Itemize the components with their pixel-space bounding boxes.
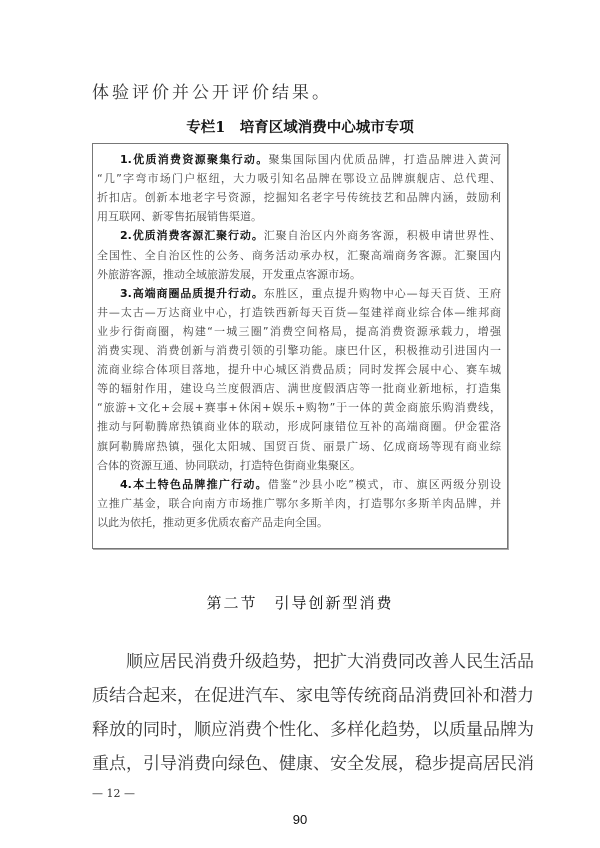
box-line xyxy=(97,265,501,284)
box-line xyxy=(120,150,501,169)
box-item-heading: 3.高端商圈品质提升行动。 xyxy=(120,286,264,300)
box-line-text: 旗阿勒腾席热镇，强化太阳城、国贸百货、丽景广场、亿成商场等现有商业综 xyxy=(97,439,501,453)
box-line xyxy=(97,437,501,456)
box-line-text: 合体的资源互通、协同联动，打造特色街商业集聚区。 xyxy=(97,458,361,472)
box-line xyxy=(97,417,501,436)
box-line xyxy=(97,398,501,417)
box-line xyxy=(97,456,501,475)
feature-box xyxy=(92,143,508,549)
box-line xyxy=(97,379,501,398)
box-line-text: 借鉴“沙县小吃”模式，市、旗区两级分别设 xyxy=(267,477,501,491)
box-line xyxy=(97,207,501,226)
box-line xyxy=(97,513,501,532)
box-line xyxy=(97,360,501,379)
box-line xyxy=(97,246,501,265)
box-line-text: 井—太古—万达商业中心，打造铁西新每天百货—玺建祥商业综合体—维邦商 xyxy=(97,305,501,319)
box-line-text: 用互联网、新零售拓展销售渠道。 xyxy=(97,210,262,224)
box-line-text: 汇聚自治区内外商务客源，积极申请世界性、 xyxy=(263,229,501,243)
box-line-text: 以此为依托，推动更多优质农畜产品走向全国。 xyxy=(97,515,328,529)
box-line-text: 推动与阿勒腾席热镇商业体的联动，形成阿康错位互补的高端商圈。伊金霍洛 xyxy=(97,420,501,434)
footer-page-label: — 12 — xyxy=(92,787,135,800)
box-line-text: “旅游+文化+会展+赛事+休闲+娱乐+购物”于一体的黄金商旅乐购消费线， xyxy=(97,401,501,415)
box-line xyxy=(97,341,501,360)
box-line xyxy=(97,188,501,207)
box-line-text: 折扣店。创新本地老字号资源，挖掘知名老字号传统技艺和品牌内涵，鼓励利 xyxy=(97,191,501,205)
box-line xyxy=(120,284,501,303)
box-line-text: 全国性、全自治区性的公务、商务活动承办权，汇聚高端商务客源。汇聚国内 xyxy=(97,248,501,262)
box-line-text: 等的辐射作用，建设乌兰度假酒店、满世度假酒店等一批商业新地标，打造集 xyxy=(97,382,501,396)
box-line-text: 外旅游客源，推动全域旅游发展，开发重点客源市场。 xyxy=(97,267,361,281)
box-line xyxy=(97,322,501,341)
body-line: 质结合起来，在促进汽车、家电等传统商品消费回补和潜力 xyxy=(92,686,534,706)
box-line-text: 业步行街商圈，构建“一城三圈”消费空间格局，提高消费资源承载力，增强 xyxy=(97,324,501,338)
box-line-text: 聚集国际国内优质品牌，打造品牌进入黄河 xyxy=(268,153,501,166)
body-line: 释放的同时，顺应消费个性化、多样化趋势，以质量品牌为 xyxy=(92,720,534,740)
box-item-heading: 1.优质消费资源聚集行动。 xyxy=(120,153,269,166)
box-line-text: “几”字弯市场门户枢纽，大力吸引知名品牌在鄂设立品牌旗舰店、总代理、 xyxy=(97,172,501,186)
intro-line: 体验评价并公开评价结果。 xyxy=(92,83,332,103)
box-line-text: 立推广基金，联合向南方市场推广鄂尔多斯羊肉，打造鄂尔多斯羊肉品牌，并 xyxy=(97,496,501,510)
box-line xyxy=(97,169,501,188)
page-number: 90 xyxy=(292,812,308,827)
box-line-text: 东胜区，重点提升购物中心—每天百货、王府 xyxy=(263,286,501,300)
box-line-text: 消费实现、消费创新与消费引领的引擎功能。康巴什区，积极推动引进国内一 xyxy=(97,344,501,357)
box-line xyxy=(120,226,501,245)
section-title: 第二节 引导创新型消费 xyxy=(206,594,394,612)
box-line xyxy=(120,475,501,494)
box-item-heading: 4.本土特色品牌推广行动。 xyxy=(120,477,268,491)
body-line: 重点，引导消费向绿色、健康、安全发展，稳步提高居民消 xyxy=(92,754,534,774)
box-line-text: 流商业综合体项目落地，提升中心城区消费品质；同时发挥会展中心、赛车城 xyxy=(97,363,501,377)
box-title: 专栏1 培育区域消费中心城市专项 xyxy=(186,119,414,136)
box-line xyxy=(97,303,501,322)
body-line: 顺应居民消费升级趋势，把扩大消费同改善人民生活品 xyxy=(126,652,534,672)
box-item-heading: 2.优质消费客源汇聚行动。 xyxy=(120,229,264,243)
box-line xyxy=(97,494,501,513)
